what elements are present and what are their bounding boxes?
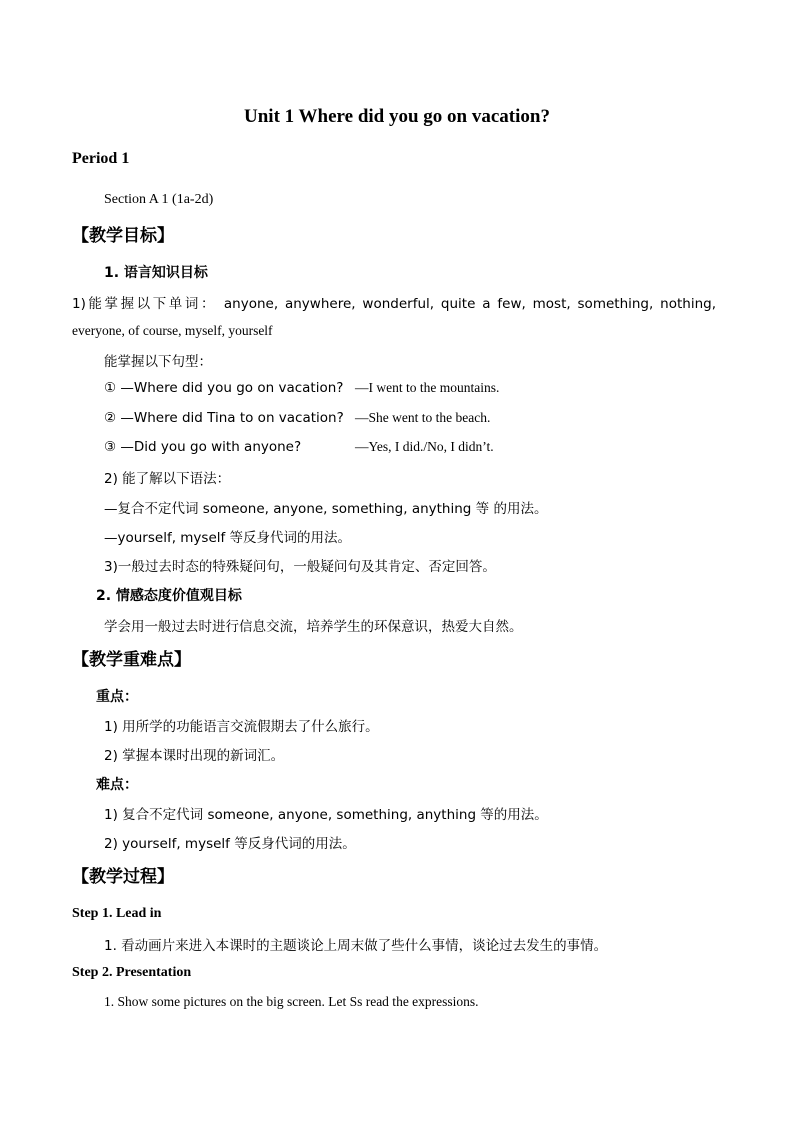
- focus-item-1: 1) 用所学的功能语言交流假期去了什么旅行。: [104, 719, 379, 735]
- key-points-heading: 【教学重难点】: [72, 650, 191, 670]
- patterns-intro: 能掌握以下句型：: [104, 354, 212, 370]
- focus-item-2: 2) 掌握本课时出现的新词汇。: [104, 748, 285, 764]
- difficulty-label: 难点：: [96, 777, 138, 793]
- grammar-item-1: —复合不定代词 someone, anyone, something, anything 等 的用法。: [104, 501, 548, 517]
- emotion-objective-text: 学会用一般过去时进行信息交流，培养学生的环保意识，热爱大自然。: [104, 619, 523, 635]
- emotion-objective-title: 2. 情感态度价值观目标: [96, 588, 242, 604]
- pattern-question-3: ③ —Did you go with anyone?: [104, 439, 302, 455]
- step-1-text: 1. 看动画片来进入本课时的主题谈论上周末做了些什么事情，谈论过去发生的事情。: [104, 938, 608, 954]
- pattern-question-2: ② —Where did Tina to on vacation?: [104, 410, 344, 426]
- grammar-item-3: 3)一般过去时态的特殊疑问句，一般疑问句及其肯定、否定回答。: [104, 559, 496, 575]
- step-2-title: Step 2. Presentation: [72, 965, 192, 980]
- document-title: Unit 1 Where did you go on vacation?: [244, 106, 550, 127]
- vocab-line-1: 1)能掌握以下单词： anyone, anywhere, wonderful, quite a few, most, something, nothing,: [72, 296, 716, 312]
- pattern-answer-3: —Yes, I did./No, I didn’t.: [355, 439, 494, 454]
- step-2-text: 1. Show some pictures on the big screen. Let Ss read the expressions.: [104, 994, 479, 1009]
- step-1-title: Step 1. Lead in: [72, 906, 162, 921]
- grammar-intro: 2) 能了解以下语法：: [104, 471, 231, 487]
- focus-label: 重点：: [96, 689, 138, 705]
- section-label: Section A 1 (1a-2d): [104, 192, 214, 207]
- grammar-item-2: —yourself, myself 等反身代词的用法。: [104, 530, 352, 546]
- difficulty-item-2: 2) yourself, myself 等反身代词的用法。: [104, 836, 356, 852]
- pattern-question-1: ① —Where did you go on vacation?: [104, 380, 344, 396]
- process-heading: 【教学过程】: [72, 867, 174, 887]
- difficulty-item-1: 1) 复合不定代词 someone, anyone, something, anything 等的用法。: [104, 807, 548, 823]
- period-label: Period 1: [72, 150, 130, 167]
- pattern-answer-2: —She went to the beach.: [355, 410, 491, 425]
- objectives-heading: 【教学目标】: [72, 226, 174, 246]
- vocab-line-2: everyone, of course, myself, yourself: [72, 323, 273, 338]
- pattern-answer-1: —I went to the mountains.: [355, 380, 500, 395]
- language-objective-title: 1. 语言知识目标: [104, 265, 208, 281]
